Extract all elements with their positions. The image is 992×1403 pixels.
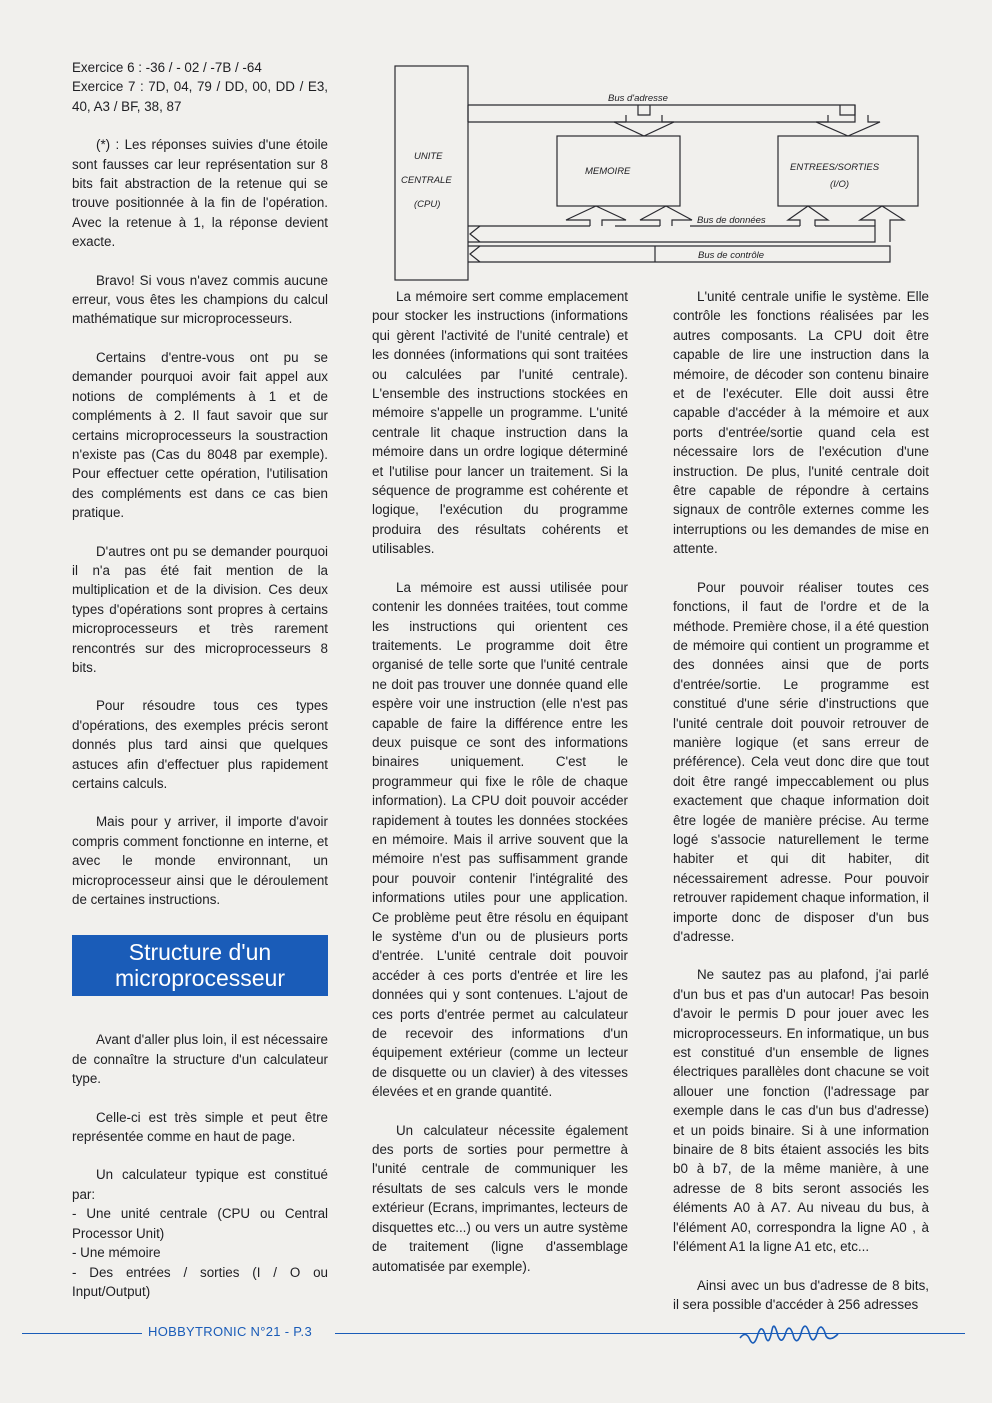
cpu-arrowhead-data [470,226,480,242]
cpu-box [395,66,468,280]
data-bus-label: Bus de données [697,215,766,226]
cpu-label-line2: CENTRALE [401,175,452,186]
control-bus-label: Bus de contrôle [698,250,765,261]
paragraph: Pour pouvoir réaliser toutes ces fonctions, il faut de l'ordre et de la méthode. Première chose, il a été question de mémoire qui contient un programme et des données ainsi que de ports d'entrée/sortie. Le programme est constitué d'une série d'instructions que l'unité centrale doit pouvoir retrouver de manière logique (et sans erreur de préférence). Cela veut donc dire que tout doit être rangé impeccablement ou plus exactement que chaque information doit être logée de manière précise. Au terme logé s'associe naturellement le terme habiter et qui dit habiter, dit nécessairement adresse. Pour pouvoir retrouver rapidement chaque information, il importe donc de disposer d'un bus d'adresse. [673,579,929,944]
footer-page-label: HOBBYTRONIC N°21 - P.3 [148,1324,312,1339]
paragraph: Un calculateur typique est constitué par: [72,1167,328,1202]
column-3 [673,287,929,1333]
cpu-label-line3: (CPU) [414,199,441,210]
control-bus-band [468,246,890,262]
io-label-line2: (I/O) [830,179,849,190]
signature-squiggle-icon [738,1316,848,1348]
address-arrow-io [816,105,880,136]
paragraph: Celle-ci est très simple et peut être représentée comme en haut de page. [72,1109,328,1145]
section-heading-line2: microprocesseur [115,965,285,992]
paragraph: Avant d'aller plus loin, il est nécessaire de connaître la structure d'un calculateur type. [72,1032,328,1087]
data-arrow-memory-1 [566,206,626,226]
paragraph: Ne sautez pas au plafond, j'ai parlé d'un bus et pas d'un autocar! Pas besoin d'avoir le permis D pour jouer avec les microprocesseurs. En informatique, un bus est constitué d'un ensemble de lignes électriques parallèles dont chacune se voit allouer une fonction (l'adressage par exemple dans le cas d'un bus d'adresse) et un poids binaire. Si à une information binaire de 8 bits étaient associés les bits b0 à b7, de la même manière, à une adresse de 8 bits seront associés les éléments A0 à A7. Au niveau du bus, à l'élément A0, correspondra la ligne A0 , à l'élément A1 la ligne A1 etc, etc... [673,967,929,1255]
paragraph: Ainsi avec un bus d'adresse de 8 bits, il sera possible d'accéder à 256 adresses [673,1277,929,1312]
computer-structure-diagram [390,60,930,285]
cpu-label-line1: UNITE [414,151,443,162]
data-bus-band [468,226,875,242]
paragraph: Mais pour y arriver, il importe d'avoir compris comment fonctionne en interne, et avec le monde environnant, un microprocesseur ainsi que le déroulement de certaines instructions. [72,814,328,908]
list-item: - Une unité centrale (CPU ou Central Processor Unit) [72,1206,328,1241]
data-arrow-io-1 [788,206,828,226]
data-arrow-io-2 [860,206,904,242]
section-heading-line1: Structure d'un [128,939,272,966]
cpu-arrowhead-control [470,246,480,262]
section-heading [72,935,328,996]
paragraph: Certains d'entre-vous ont pu se demander pourquoi avoir fait appel aux notions de compléments à 1 et de compléments à 2. Il faut savoir que sur certains microprocesseurs la soustraction n'existe pas (Cas du 8048 par exemple). Pour effectuer cette opération, l'utilisation des compléments est dans ce cas bien pratique. [72,349,328,521]
data-arrow-memory-2 [640,206,692,226]
exercise-7-answer: Exercice 7 : 7D, 04, 79 / DD, 00, DD / E3, 40, A3 / BF, 38, 87 [72,79,328,114]
page-footer [0,1318,992,1348]
io-label-line1: ENTREES/SORTIES [790,162,880,173]
paragraph: Bravo! Si vous n'avez commis aucune erreur, vous êtes les champions du calcul mathématique sur microprocesseurs. [72,272,328,327]
column-1 [72,58,328,1301]
memory-label: MEMOIRE [585,166,631,177]
footer-rule-right [335,1333,965,1334]
asterisk-note: (*) : Les réponses suivies d'une étoile sont fausses car leur représentation sur 8 bits fait abstraction de la retenue qui se trouve positionnée à la fin de l'opération. Avec la retenue à 1, la réponse devient exacte. [72,137,328,250]
column-2 [372,287,628,1295]
exercise-6-answer: Exercice 6 : -36 / - 02 / -7B / -64 [72,60,262,75]
paragraph: D'autres ont pu se demander pourquoi il n'a pas été fait mention de la multiplication et de la division. Ces deux types d'opérations sont propres à certains microprocesseurs et très rarement rencontrés sur des microprocesseurs 8 bits. [72,543,328,675]
paragraph: Un calculateur nécessite également des ports de sorties pour permettre à l'unité centrale de communiquer les résultats de ses calculs vers le monde extérieur (Ecrans, imprimantes, lecteurs de disquettes etc...) ou vers un autre système de traitement (ligne d'assemblage automatisée par exemple). [372,1122,628,1274]
paragraph: La mémoire est aussi utilisée pour contenir les données traitées, tout comme les instructions qui orientent ces traitements. Le programme doit être organisé de telle sorte que l'unité centrale ne doit pas trouver une donnée quand elle espère voir une instruction (elle n'est pas capable de faire la différence entre les deux puisque ce sont des informations binaires uniquement. C'est le programmeur qui fixe le rôle de chaque information). La CPU doit pouvoir accéder rapidement à toutes les données stockées en mémoire. Mais il arrive souvent que la mémoire n'est pas suffisamment grande pour pouvoir contenir l'intégralité des informations utiles pour une application. Ce problème peut être résolu en équipant le système d'un ou de plusieurs ports d'entrée. L'unité centrale doit pouvoir accéder à ces ports d'entrée et lire les données qui y sont contenues. L'ajout de ces ports d'entrée permet au calculateur de recevoir des informations d'un équipement extérieur (comme un lecteur de disquette ou un clavier) à des vitesses élevées et en grande quantité. [372,579,628,1100]
paragraph: L'unité centrale unifie le système. Elle contrôle les fonctions réalisées par les autres composants. La CPU doit être capable de lire une instruction dans la mémoire, de décoder son contenu binaire et de l'exécuter. Elle doit aussi être capable d'accéder à la mémoire et aux ports d'entrée/sortie quand cela est nécessaire lors de l'exécution d'une instruction. De plus, l'unité centrale doit être capable de répondre à certains signaux de contrôle externes comme les interruptions ou les demandes de mise en attente. [673,289,929,557]
paragraph: Pour résoudre tous ces types d'opérations, des exemples précis seront donnés plus tard ainsi que quelques astuces afin d'effectuer plus rapidement certains calculs. [72,698,328,791]
paragraph: La mémoire sert comme emplacement pour stocker les instructions (informations qui gèrent l'activité de l'unité centrale) et les données (informations qui sont traitées ou calculées par l'unité centrale). L'ensemble des instructions stockées en mémoire s'appelle un programme. L'unité centrale lit chaque instruction dans la mémoire dans un ordre logique déterminé et l'utilise pour lancer un traitement. Si la séquence de programme est cohérente et logique, l'exécution du programme produira des résultats cohérents et utilisables. [372,289,628,557]
footer-rule-left [22,1333,142,1334]
address-bus-label: Bus d'adresse [608,93,668,104]
list-item: - Des entrées / sorties (I / O ou Input/Output) [72,1264,328,1299]
address-arrow-memory [614,105,674,136]
list-item: - Une mémoire [72,1245,161,1261]
